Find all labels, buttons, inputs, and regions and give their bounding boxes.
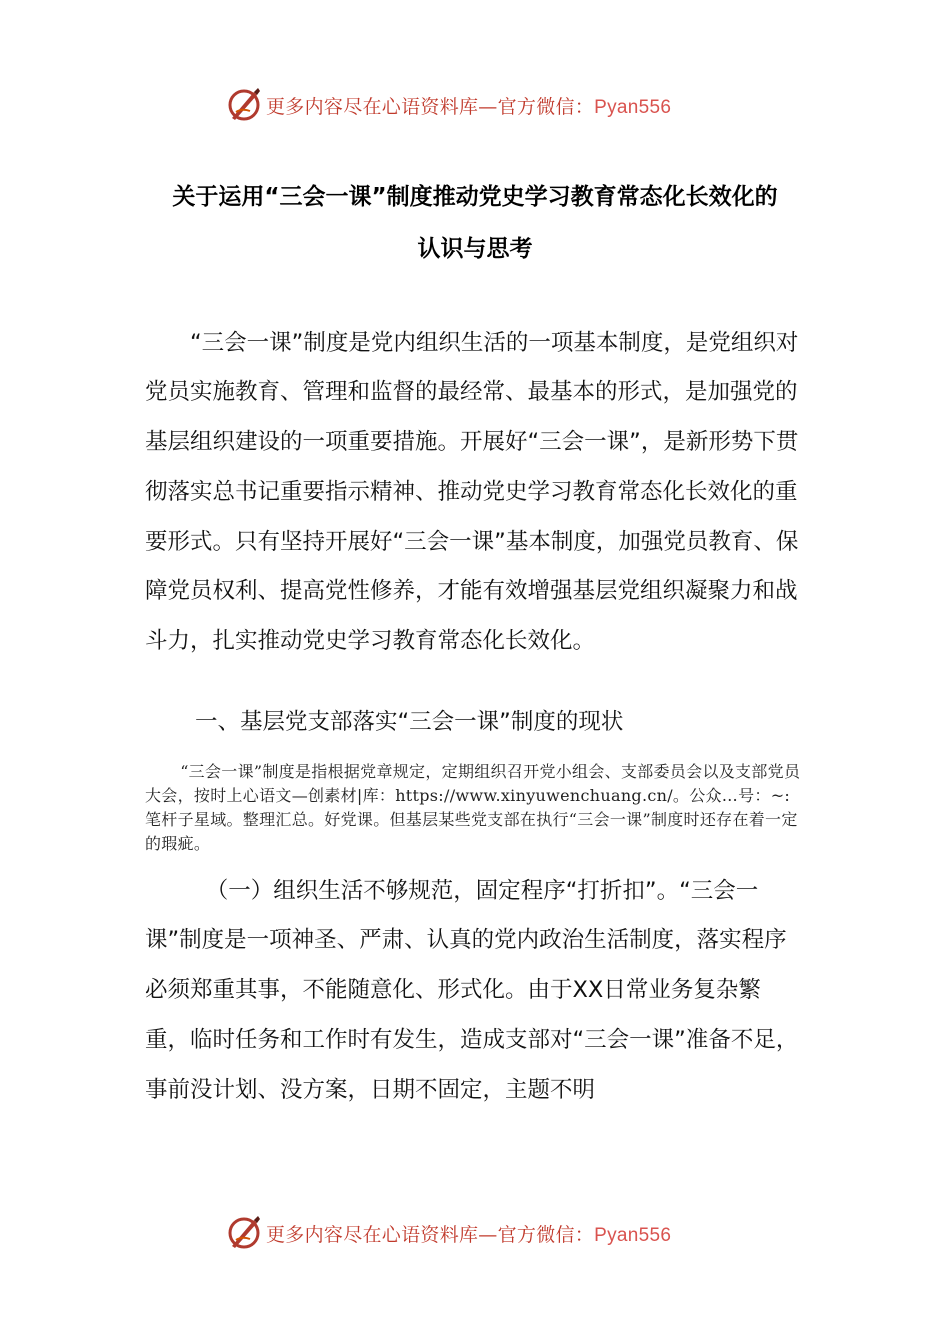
document-title-line-1: 关于运用“三会一课”制度推动党史学习教育常态化长效化的 (172, 184, 778, 210)
section-heading: 一、基层党支部落实“三会一课”制度的现状 (195, 709, 624, 735)
banner-text: 更多内容尽在心语资料库—官方微信：Pyan556 (266, 1224, 672, 1246)
footer-banner (0, 1212, 950, 1252)
document-title-line-2: 认识与思考 (417, 236, 533, 262)
intro-paragraph: “三会一课”制度是党内组织生活的一项基本制度，是党组织对党员实施教育、管理和监督的最经常、最基本的形式，是加强党的基层组织建设的一项重要措施。开展好“三会一课”，是新形势下贯彻落实总书记重要指示精神、推动党史学习教育常态化长效化的重要形式。只有坚持开展好“三会一课”基本制度，加强党员教育、保障党员权利、提高党性修养，才能有效增强基层党组织凝聚力和战斗力，扎实推动党史学习教育常态化长效化。 (145, 329, 799, 655)
banner-wechat-id: Pyan556 (594, 97, 672, 118)
section-body-small: “三会一课”制度是指根据党章规定，定期组织召开党小组会、支部委员会以及支部党员大会，按时上心语文—创素材|库：https://www.xinyuwenchuang.cn/。公众…号：~:笔杆子星域。整理汇总。好党课。但基层某些党支部在执行“三会一课”制度时还存在着一定的瑕疵。 (145, 762, 801, 853)
pen-circle-logo-icon (224, 84, 264, 124)
subsection-paragraph: （一）组织生活不够规范，固定程序“打折扣”。“三会一课”制度是一项神圣、严肃、认真的党内政治生活制度，落实程序必须郑重其事，不能随意化、形式化。由于XX日常业务复杂繁重，临时任务和工作时有发生，造成支部对“三会一课”准备不足，事前没计划、没方案，日期不固定，主题不明 (145, 877, 799, 1103)
pen-circle-logo-icon (224, 1212, 264, 1252)
banner-text: 更多内容尽在心语资料库—官方微信：Pyan556 (266, 96, 672, 118)
header-banner (0, 84, 950, 124)
banner-wechat-id: Pyan556 (594, 1225, 672, 1246)
